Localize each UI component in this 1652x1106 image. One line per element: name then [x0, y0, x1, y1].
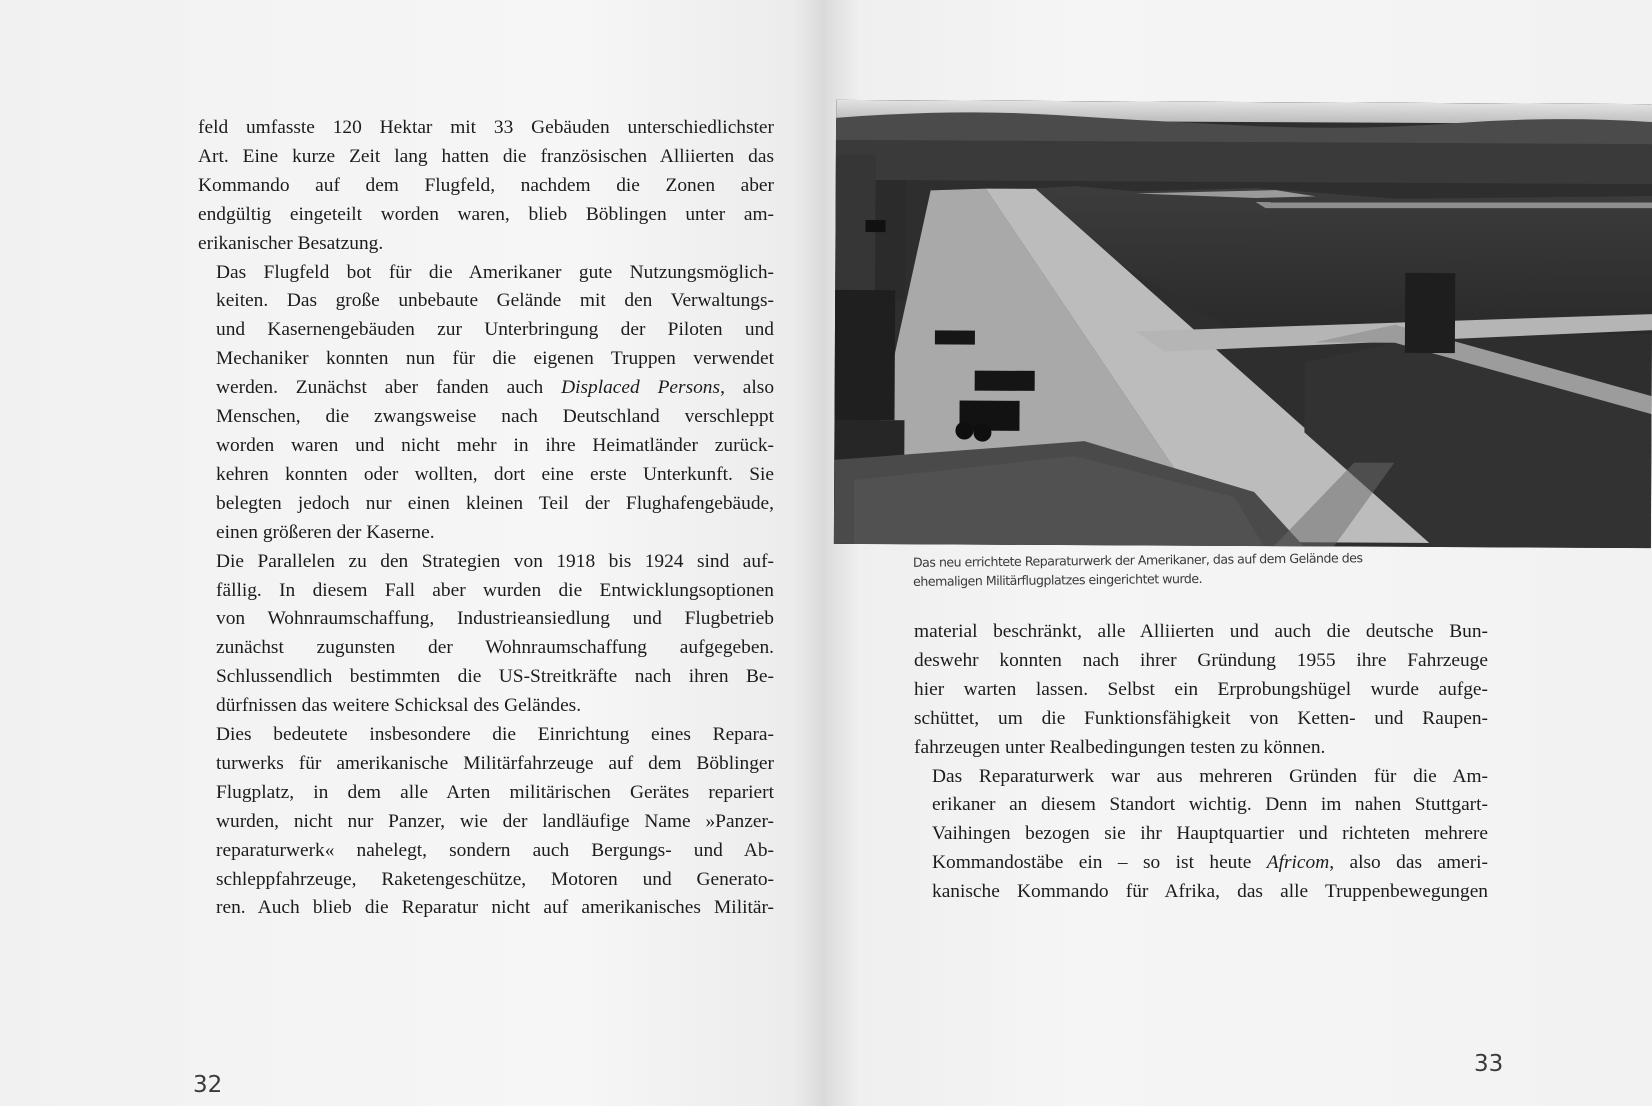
text-line: belegten jedoch nur einen kleinen Teil der Flughafengebäude, [216, 492, 774, 514]
text-line: dürfnissen das weitere Schicksal des Geländes. [216, 695, 582, 717]
text-line: Kommandostäbe ein – so ist heute Africom, also das ameri- [932, 852, 1488, 874]
text-line: fahrzeugen unter Realbedingungen testen zu können. [914, 736, 1326, 758]
text-line: schüttet, um die Funktionsfähigkeit von Ketten- und Raupen- [914, 707, 1488, 729]
text-line: Dies bedeutete insbesondere die Einrichtung eines Repara- [216, 724, 774, 746]
text-line: und Kasernengebäuden zur Unterbringung der Piloten und [216, 319, 774, 341]
repair-plant-photo [834, 100, 1652, 548]
text-line: erikanischer Besatzung. [198, 232, 384, 254]
text-line: Schlussendlich bestimmten die US-Streitkräfte nach ihren Be- [216, 666, 774, 688]
text-line: schleppfahrzeuge, Raketengeschütze, Motoren und Generato- [216, 868, 774, 890]
paragraph [198, 548, 774, 721]
italic-term: Displaced Persons [561, 377, 721, 399]
italic-term: Africom [1266, 852, 1330, 874]
text-line: feld umfasste 120 Hektar mit 33 Gebäuden unterschiedlichster [198, 117, 774, 138]
text-line: Kommando auf dem Flugfeld, nachdem die Zonen aber [198, 174, 774, 196]
text-line: hier warten lassen. Selbst ein Erprobungshügel wurde aufge- [914, 678, 1488, 700]
text-line: keiten. Das große unbebaute Gelände mit den Verwaltungs- [216, 290, 774, 312]
paragraph [914, 763, 1488, 908]
caption-line: Das neu errichtete Reparaturwerk der Amerikaner, das auf dem Gelände des [912, 550, 1363, 570]
text-line: kanische Kommando für Afrika, das alle Truppenbewegungen [932, 881, 1488, 903]
page-number-left: 32 [193, 1072, 223, 1098]
paragraph [198, 114, 774, 259]
text-line: deswehr konnten nach ihrer Gründung 1955 ihre Fahrzeuge [914, 649, 1488, 671]
text-line: Das Flugfeld bot für die Amerikaner gute Nutzungsmöglich- [216, 261, 774, 283]
text-line: Vaihingen bezogen sie ihr Hauptquartier und richteten mehrere [932, 823, 1488, 845]
text-line: endgültig eingeteilt worden waren, blieb Böblingen unter am- [198, 203, 774, 225]
text-line: turwerks für amerikanische Militärfahrzeuge auf dem Böblinger [216, 752, 774, 774]
text-line: zunächst zugunsten der Wohnraumschaffung aufgegeben. [216, 637, 774, 659]
text-line: wurden, nicht nur Panzer, wie der landläufige Name »Panzer- [216, 810, 774, 832]
page-number-right: 33 [1474, 1051, 1504, 1077]
paragraph [914, 618, 1488, 763]
text-line: erikaner an diesem Standort wichtig. Denn im nahen Stuttgart- [932, 794, 1488, 816]
photo-caption [913, 547, 1473, 591]
text-line: reparaturwerk« nahelegt, sondern auch Bergungs- und Ab- [216, 839, 774, 861]
paragraph [198, 721, 774, 923]
text-line: werden. Zunächst aber fanden auch Displaced Persons, also [216, 377, 775, 399]
text-line: Das Reparaturwerk war aus mehreren Gründen für die Am- [932, 765, 1488, 787]
text-line: worden waren und nicht mehr in ihre Heimatländer zurück- [216, 434, 774, 456]
text-line: Flugplatz, in dem alle Arten militärischen Gerätes repariert [216, 781, 774, 803]
text-line: kehren konnten oder wollten, dort eine erste Unterkunft. Sie [216, 463, 774, 485]
text-line: fällig. In diesem Fall aber wurden die Entwicklungsoptionen [216, 579, 774, 601]
text-line: Art. Eine kurze Zeit lang hatten die französischen Alliierten das [198, 145, 774, 167]
text-line: einen größeren der Kaserne. [216, 521, 435, 543]
left-page-body [198, 114, 774, 923]
text-line: von Wohnraumschaffung, Industrieansiedlung und Flugbetrieb [216, 608, 774, 630]
text-line: Menschen, die zwangsweise nach Deutschland verschleppt [216, 406, 774, 428]
paragraph [198, 259, 774, 548]
text-line: Mechaniker konnten nun für die eigenen Truppen verwendet [216, 348, 774, 370]
caption-line: ehemaligen Militärflugplatzes eingerichtet wurde. [913, 570, 1203, 589]
text-line: Die Parallelen zu den Strategien von 1918 bis 1924 sind auf- [216, 550, 774, 572]
text-line: material beschränkt, alle Alliierten und auch die deutsche Bun- [914, 621, 1488, 642]
photo-image-icon [834, 100, 1652, 548]
right-page-body [914, 618, 1488, 907]
text-line: ren. Auch blieb die Reparatur nicht auf amerikanisches Militär- [216, 897, 774, 919]
